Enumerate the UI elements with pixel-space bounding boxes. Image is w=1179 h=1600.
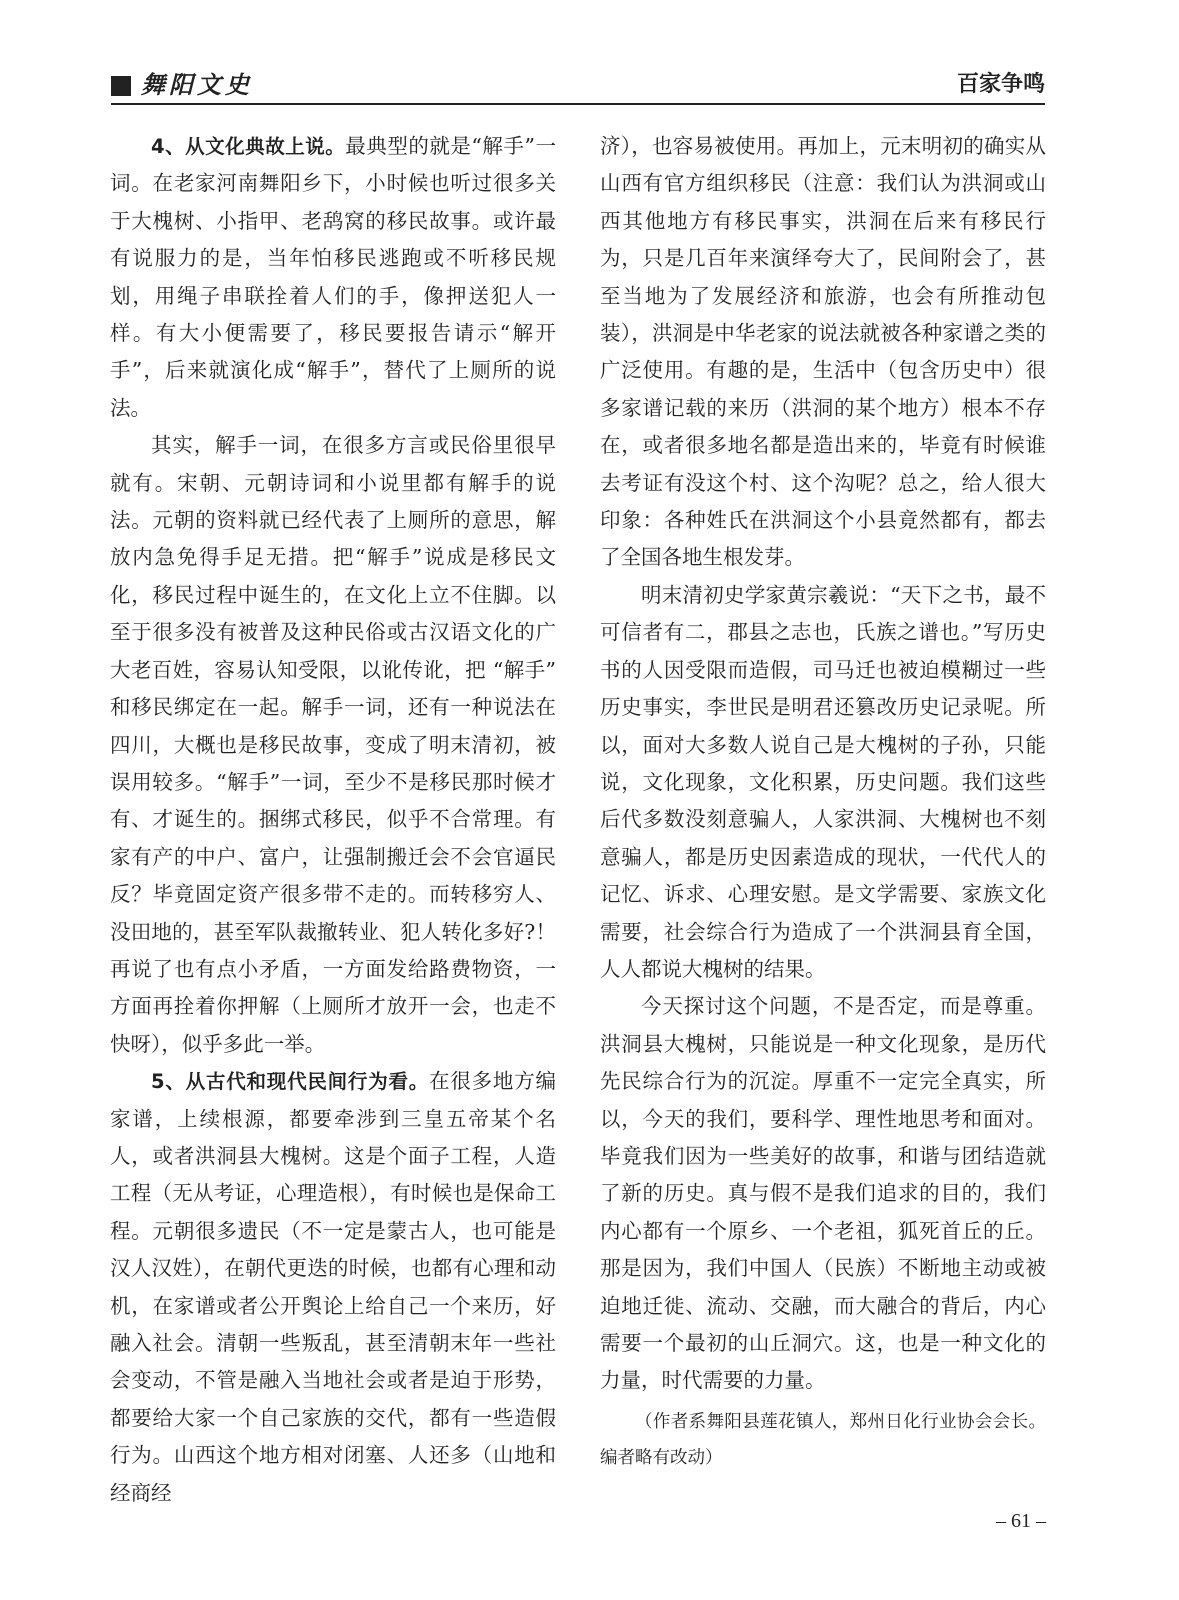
left-column (110, 128, 556, 1512)
section-5-heading: 5、从古代和现代民间行为看。 (151, 1070, 430, 1094)
paragraph-section-5 (110, 1063, 556, 1512)
journal-title: 舞阳文史 (141, 70, 253, 99)
paragraph-conclusion: 今天探讨这个问题，不是否定，而是尊重。洪洞县大槐树，只能说是一种文化现象，是历代先民综合行为的沉淀。厚重不一定完全真实，所以，今天的我们，要科学、理性地思考和面对。毕竟我们因为一些美好的故事，和谐与团结造就了新的历史。真与假不是我们追求的目的，我们内心都有一个原乡、一个老祖，狐死首丘的丘。那是因为，我们中国人（民族）不断地主动或被迫地迁徙、流动、交融，而大融合的背后，内心需要一个最初的山丘洞穴。这，也是一种文化的力量，时代需要的力量。 (600, 994, 1046, 1393)
paragraph-jieshou: 其实，解手一词，在很多方言或民俗里很早就有。宋朝、元朝诗词和小说里都有解手的说法。元朝的资料就已经代表了上厕所的意思，解放内急免得手足无措。把“解手”说成是移民文化，移民过程中诞生的，在文化上立不住脚。以至于很多没有被普及这种民俗或古汉语文化的广大老百姓，容易认知受限，以讹传讹，把 “解手” 和移民绑定在一起。解手一词，还有一种说法在四川，大概也是移民故事，变成了明末清初，被误用较多。“解手”一词，至少不是移民那时候才有、才诞生的。捆绑式移民，似乎不合常理。有家有产的中户、富户，让强制搬迁会不会官逼民反？毕竟固定资产很多带不走的。而转移穷人、没田地的，甚至军队裁撤转业、犯人转化多好?！再说了也有点小矛盾，一方面发给路费物资，一方面再拴着你押解（上厕所才放开一会，也走不快呀），似乎多此一举。 (110, 433, 556, 1056)
paragraph-huang-zongxi: 明末清初史学家黄宗羲说：“天下之书，最不可信者有二，郡县之志也，氏族之谱也。”写历史书的人因受限而造假，司马迁也被迫模糊过一些历史事实，李世民是明君还篡改历史记录呢。所以，面对大多数人说自己是大槐树的子孙，只能说，文化现象，文化积累，历史问题。我们这些后代多数没刻意骗人，人家洪洞、大槐树也不刻意骗人，都是历史因素造成的现状，一代代人的记忆、诉求、心理安慰。是文学需要、家族文化需要，社会综合行为造成了一个洪洞县育全国，人人都说大槐树的结果。 (600, 582, 1046, 981)
paragraph-section-4 (110, 128, 556, 427)
column-title: 百家争鸣 (956, 72, 1045, 97)
author-note: （作者系舞阳县莲花镇人，郑州日化行业协会会长。编者略有改动） (600, 1411, 1046, 1468)
header-square-mark (111, 76, 131, 96)
section-4-heading: 4、从文化典故上说。 (151, 135, 346, 158)
page-header (111, 70, 1045, 100)
page-number: – 61 – (996, 1510, 1046, 1532)
header-rule (111, 103, 1045, 105)
paragraph-continued: 济），也容易被使用。再加上，元末明初的确实从山西有官方组织移民（注意：我们认为洪洞或山西其他地方有移民事实，洪洞在后来有移民行为，只是几百年来演绎夸大了，民间附会了，甚至当地为了发展经济和旅游，也会有所推动包装），洪洞是中华老家的说法就被各种家谱之类的广泛使用。有趣的是，生活中（包含历史中）很多家谱记载的来历（洪洞的某个地方）根本不存在，或者很多地名都是造出来的，毕竟有时候谁去考证有没这个村、这个沟呢？总之，给人很大印象：各种姓氏在洪洞这个小县竟然都有，都去了全国各地生根发芽。 (600, 134, 1046, 570)
right-column (600, 128, 1046, 1476)
section-4-body: 最典型的就是“解手”一词。在老家河南舞阳乡下，小时候也听过很多关于大槐树、小指甲、老鸹窝的移民故事。或许最有说服力的是，当年怕移民逃跑或不听移民规划，用绳子串联拴着人们的手，像押送犯人一样。有大小便需要了，移民要报告请示“解开手”，后来就演化成“解手”，替代了上厕所的说法。 (110, 134, 556, 420)
section-5-body: 在很多地方编家谱，上续根源，都要牵涉到三皇五帝某个名人，或者洪洞县大槐树。这是个面子工程，人造工程（无从考证，心理造根），有时候也是保命工程。元朝很多遗民（不一定是蒙古人，也可能是汉人汉姓），在朝代更迭的时候，也都有心理和动机，在家谱或者公开舆论上给自己一个来历，好融入社会。清朝一些叛乱，甚至清朝末年一些社会变动，不管是融入当地社会或者是迫于形势，都要给大家一个自己家族的交代，都有一些造假行为。山西这个地方相对闭塞、人还多（山地和经商经 (110, 1069, 557, 1505)
